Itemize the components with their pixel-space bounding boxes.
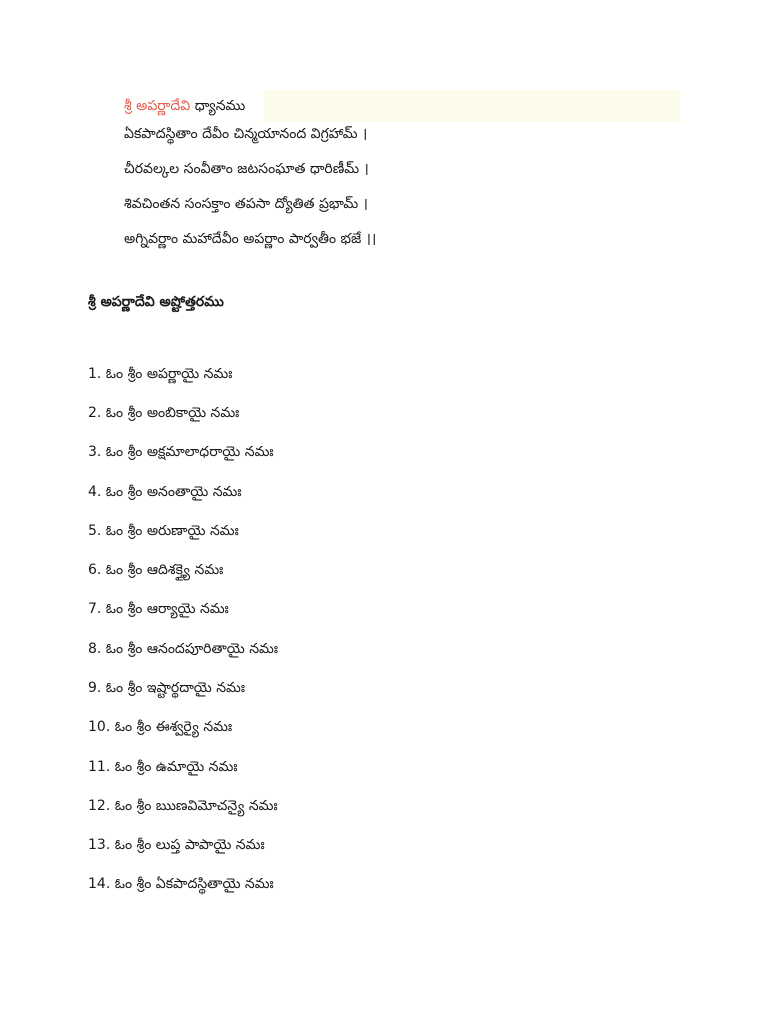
dhyana-verse-2: చీరవల్కల సంవీతాం జటసంఘాత ధారిణీమ్ । bbox=[124, 161, 369, 177]
name-item: 4. ఓం శ్రీం అనంతాయై నమః bbox=[88, 484, 242, 500]
text-highlight bbox=[264, 90, 680, 122]
name-item: 7. ఓం శ్రీం ఆర్యాయై నమః bbox=[88, 601, 229, 617]
name-item: 14. ఓం శ్రీం ఏకపాదస్థితాయై నమః bbox=[88, 876, 274, 892]
name-item: 2. ఓం శ్రీం అంబికాయై నమః bbox=[88, 405, 240, 421]
dhyana-title-word: ధ్యానము bbox=[194, 98, 246, 114]
name-item: 13. ఓం శ్రీం లుప్త పాపాయై నమః bbox=[88, 837, 265, 853]
name-item: 5. ఓం శ్రీం అరుణాయై నమః bbox=[88, 523, 239, 539]
name-item: 11. ఓం శ్రీం ఉమాయై నమః bbox=[88, 759, 238, 775]
dhyana-heading bbox=[112, 90, 680, 122]
name-item: 9. ఓం శ్రీం ఇష్టార్థదాయై నమః bbox=[88, 680, 246, 696]
dhyana-title-name: శ్రీ అపర్ణాదేవి bbox=[124, 98, 191, 114]
name-item: 1. ఓం శ్రీం అపర్ణాయై నమః bbox=[88, 366, 233, 382]
name-item: 3. ఓం శ్రీం అక్షమాలాధరాయై నమః bbox=[88, 444, 274, 460]
name-item: 8. ఓం శ్రీం ఆనందపూరితాయై నమః bbox=[88, 641, 278, 657]
dhyana-verse-1: ఏకపాదస్థితాం దేవీం చిన్మయానంద విగ్రహామ్ । bbox=[124, 126, 368, 142]
dhyana-verse-4: అగ్నివర్ణాం మహాదేవీం అపర్ణాం పార్వతీం భజే ।। bbox=[124, 231, 377, 247]
name-item: 6. ఓం శ్రీం ఆదిశక్త్యై నమః bbox=[88, 562, 224, 578]
dhyana-verse-3: శివచింతన సంసక్తాం తపసా ద్యోతిత ప్రభామ్ । bbox=[124, 196, 368, 212]
ashtottaram-title: శ్రీ అపర్ణాదేవి అష్టోత్తరము bbox=[88, 294, 224, 310]
name-item: 10. ఓం శ్రీం ఈశ్వర్యై నమః bbox=[88, 719, 233, 735]
name-item: 12. ఓం శ్రీం ఋణవిమోచన్యై నమః bbox=[88, 798, 278, 814]
